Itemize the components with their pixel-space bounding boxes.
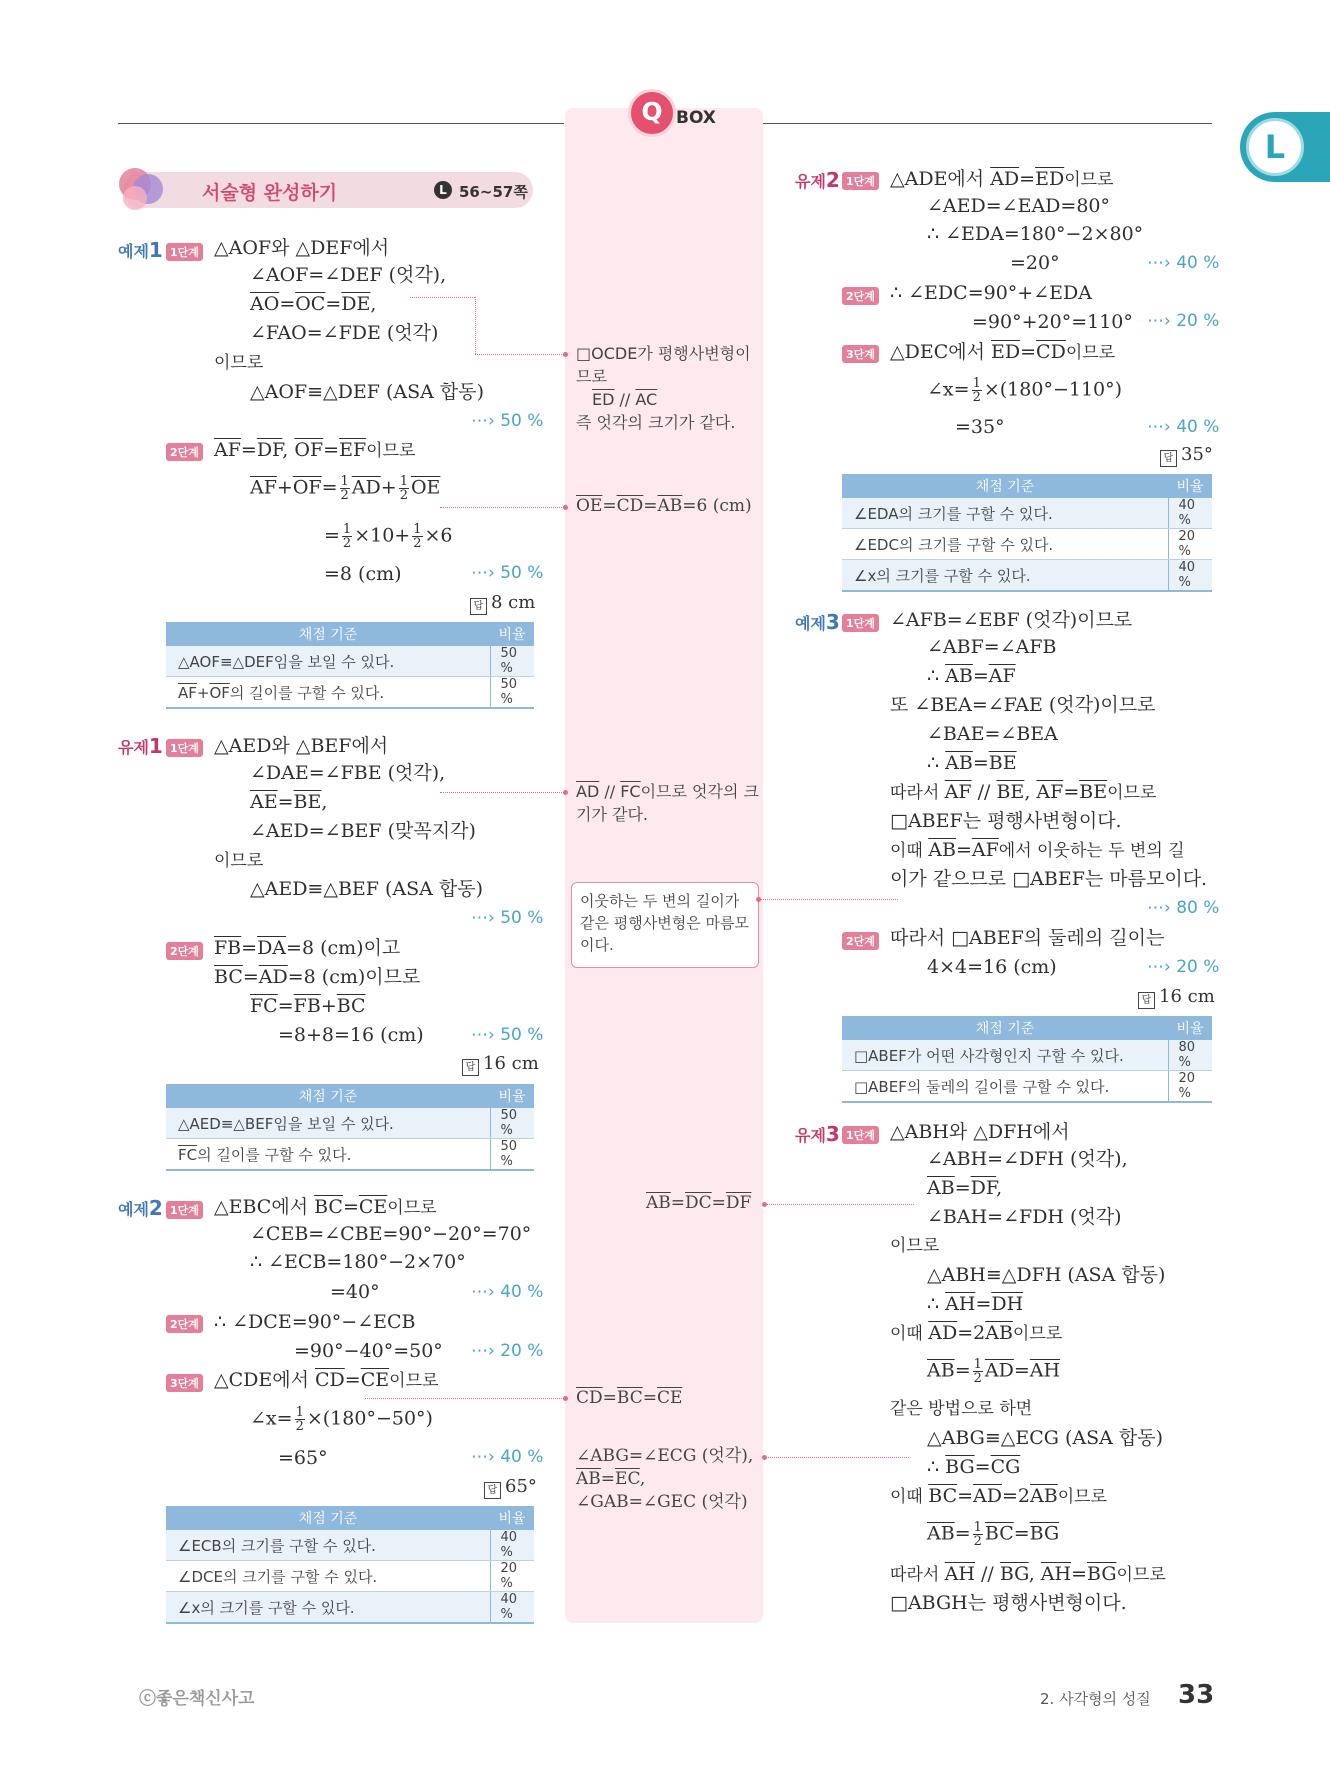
leader-line	[764, 1204, 914, 1205]
top-rule-right	[760, 123, 1212, 124]
yu3-line-11: △ABG≡△ECG (ASA 합동)	[927, 1427, 1164, 1449]
ex3-line-12: 4×4=16 (cm)	[927, 956, 1057, 978]
step-1-badge: 1단계	[842, 614, 879, 632]
step-1-badge: 1단계	[166, 1201, 203, 1219]
leader-line	[758, 899, 898, 900]
yu2-line-7: △DEC에서 $\overline{ED}=\overline{CD}$이므로	[890, 341, 1116, 363]
leader-dot	[756, 897, 761, 902]
scoring-table-ex1: 채점 기준 비율 △AOF≡△DEF임을 보일 수 있다. 50 % $\overline{AF}+\overline{OF}$의 길이를 구할 수 있다. 50 %	[166, 622, 534, 709]
page-number: 33	[1178, 1680, 1215, 1710]
top-rule-left	[118, 123, 564, 124]
section-title: 서술형 완성하기	[202, 182, 338, 204]
yu1-line-4: ∠AED=∠BEF (맞꼭지각)	[250, 820, 476, 842]
ex2-percent-2: ⋯› 20 %	[471, 1341, 544, 1361]
ex1-line-6: △AOF≡△DEF (ASA 합동)	[250, 381, 484, 403]
label-example-3: 예제3	[795, 610, 840, 634]
table-row: ∠DCE의 크기를 구할 수 있다. 20 %	[166, 1561, 534, 1592]
qbox-badge	[628, 89, 676, 137]
yu1-answer: 답 16 cm	[462, 1053, 539, 1076]
table-row: $\overline{AF}+\overline{OF}$의 길이를 구할 수 있다. 50 %	[166, 677, 534, 709]
qbox-note-1: □OCDE가 평행사변형이 므로 $\overline{ED} // \overline{AC}$ 즉 엇각의 크기가 같다.	[576, 344, 751, 432]
yu2-percent-2: ⋯› 20 %	[1147, 311, 1220, 331]
step-2-badge: 2단계	[166, 443, 203, 461]
yu1-line-9: $\overline{FC}=\overline{FB}+\overline{BC}$	[250, 995, 366, 1017]
ex1-line-10: =8 (cm)	[324, 563, 402, 585]
answer-icon: 답	[1160, 450, 1177, 467]
yu3-line-9: $\overline{AB}=$ $\frac{1}{2}$ $\overline{AD}=\overline{AH}$	[927, 1357, 1061, 1386]
ex2-line-5: ∴ ∠DCE=90°−∠ECB	[214, 1311, 416, 1333]
yu2-answer: 답 35°	[1160, 444, 1213, 467]
yu2-line-5: ∴ ∠EDC=90°+∠EDA	[890, 282, 1092, 304]
ex1-line-9: = $\frac{1}{2}$ ×10+ $\frac{1}{2}$ ×6	[324, 522, 453, 551]
yu3-line-6: △ABH≡△DFH (ASA 합동)	[927, 1264, 1166, 1286]
ex1-line-1: △AOF와 △DEF에서	[214, 237, 390, 259]
ex2-line-6: =90°−40°=50°	[294, 1340, 443, 1362]
side-tab	[1240, 112, 1330, 182]
leader-dot	[563, 505, 568, 510]
ex2-line-4: =40°	[330, 1281, 380, 1303]
table-row: ∠EDA의 크기를 구할 수 있다. 40 %	[842, 498, 1212, 529]
scoring-table-yu1: 채점 기준 비율 △AED≡△BEF임을 보일 수 있다. 50 % $\overline{FC}$의 길이를 구할 수 있다. 50 %	[166, 1084, 534, 1171]
ex1-line-7: $\overline{AF}=\overline{DF}$, $\overline{OF}=\overline{EF}$이므로	[214, 439, 416, 461]
ex2-line-7: △CDE에서 $\overline{CD}=\overline{CE}$이므로	[214, 1369, 439, 1391]
yu3-line-16: □ABGH는 평행사변형이다.	[890, 1592, 1127, 1614]
yu2-line-9: =35°	[955, 416, 1005, 438]
ex2-percent-3: ⋯› 40 %	[471, 1447, 544, 1467]
table-row: ∠x의 크기를 구할 수 있다. 40 %	[842, 560, 1212, 592]
label-example-1: 예제1	[118, 238, 163, 262]
table-row: ∠EDC의 크기를 구할 수 있다. 20 %	[842, 529, 1212, 560]
yu3-line-8: 이때 $\overline{AD}=2\overline{AB}$이므로	[890, 1322, 1063, 1344]
yu2-line-8: ∠x= $\frac{1}{2}$ ×(180°−110°)	[927, 376, 1123, 405]
yu2-line-2: ∠AED=∠EAD=80°	[927, 195, 1111, 217]
ex3-line-2: ∠ABF=∠AFB	[927, 636, 1057, 658]
leader-line	[440, 507, 564, 508]
yu3-line-2: ∠ABH=∠DFH (엇각),	[927, 1148, 1128, 1170]
ex3-line-5: ∠BAE=∠BEA	[927, 723, 1058, 745]
ex3-line-7: 따라서 $\overline{AF} // \overline{BE}$, $\overline{AF}=\overline{BE}$이므로	[890, 781, 1157, 803]
leader-dot	[762, 1202, 767, 1207]
leader-line	[475, 297, 476, 354]
yu3-line-12: ∴ $\overline{BG}=\overline{CG}$	[927, 1456, 1021, 1478]
table-row: △AED≡△BEF임을 보일 수 있다. 50 %	[166, 1108, 534, 1139]
side-tab-icon: L	[1246, 118, 1304, 176]
title-circles-icon	[119, 168, 163, 212]
yu2-line-3: ∴ ∠EDA=180°−2×80°	[927, 223, 1144, 245]
scoring-table-ex3: 채점 기준 비율 □ABEF가 어떤 사각형인지 구할 수 있다. 80 % □ABEF의 둘레의 길이를 구할 수 있다. 20 %	[842, 1016, 1212, 1103]
yu1-line-2: ∠DAE=∠FBE (엇각),	[250, 762, 446, 784]
yu3-line-13: 이때 $\overline{BC}=\overline{AD}=2\overline{AB}$이므로	[890, 1485, 1107, 1507]
ex1-percent-2: ⋯› 50 %	[471, 563, 544, 583]
step-3-badge: 3단계	[842, 345, 879, 363]
ex1-line-2: ∠AOF=∠DEF (엇각),	[250, 264, 447, 286]
ex3-line-9: 이때 $\overline{AB}=\overline{AF}$에서 이웃하는 두 변의 길	[890, 839, 1185, 861]
step-1-badge: 1단계	[166, 243, 203, 261]
step-2-badge: 2단계	[842, 287, 879, 305]
yu1-line-8: $\overline{BC}=\overline{AD}=8$ (cm)이므로	[214, 966, 421, 988]
leader-dot	[563, 1396, 568, 1401]
ex2-percent-1: ⋯› 40 %	[471, 1282, 544, 1302]
step-2-badge: 2단계	[842, 932, 879, 950]
ex2-answer: 답 65°	[484, 1476, 537, 1499]
yu1-percent-1: ⋯› 50 %	[471, 908, 544, 928]
yu1-percent-2: ⋯› 50 %	[471, 1025, 544, 1045]
scoring-table-yu2: 채점 기준 비율 ∠EDA의 크기를 구할 수 있다. 40 % ∠EDC의 크기를 구할 수 있다. 20 % ∠x의 크기를 구할 수 있다. 40 %	[842, 474, 1212, 592]
ex3-line-1: ∠AFB=∠EBF (엇각)이므로	[890, 609, 1133, 631]
chapter-title: 2. 사각형의 성질	[1040, 1690, 1151, 1708]
yu3-line-5: 이므로	[890, 1236, 940, 1256]
step-1-badge: 1단계	[842, 172, 879, 190]
yu1-line-6: △AED≡△BEF (ASA 합동)	[250, 878, 484, 900]
ex3-line-3: ∴ $\overline{AB}=\overline{AF}$	[927, 665, 1016, 687]
label-example-2: 예제2	[118, 1196, 163, 1220]
ex2-line-2: ∠CEB=∠CBE=90°−20°=70°	[250, 1223, 532, 1245]
yu2-percent-1: ⋯› 40 %	[1147, 253, 1220, 273]
ex2-line-1: △EBC에서 $\overline{BC}=\overline{CE}$이므로	[214, 1196, 437, 1218]
ex3-line-4: 또 ∠BEA=∠FAE (엇각)이므로	[890, 694, 1156, 716]
qbox-note-5: $\overline{AB}=\overline{DC}=\overline{DF}$	[646, 1193, 752, 1213]
page-ref: 56~57쪽	[459, 183, 528, 201]
yu3-line-15: 따라서 $\overline{AH} // \overline{BG}$, $\overline{AH}=\overline{BG}$이므로	[890, 1563, 1166, 1585]
qbox-note-7: ∠ABG=∠ECG (엇각), $\overline{AB}=\overline{EC}$, ∠GAB=∠GEC (엇각)	[576, 1446, 754, 1512]
qbox-note-6: $\overline{CD}=\overline{BC}=\overline{CE}$	[576, 1388, 683, 1408]
table-row: ∠ECB의 크기를 구할 수 있다. 40 %	[166, 1530, 534, 1561]
ex1-line-8: $\overline{AF}+\overline{OF}=$ $\frac{1}{2}$ $\overline{AD}+$ $\frac{1}{2}$ $\overline{OE}$	[250, 474, 441, 503]
yu3-line-10: 같은 방법으로 하면	[890, 1399, 1033, 1419]
ex2-line-3: ∴ ∠ECB=180°−2×70°	[250, 1251, 466, 1273]
publisher-mark: ⓒ좋은책신사고	[139, 1689, 255, 1709]
label-exercise-1: 유제1	[118, 734, 163, 758]
ex3-percent-1: ⋯› 80 %	[1147, 898, 1220, 918]
scoring-table-ex2: 채점 기준 비율 ∠ECB의 크기를 구할 수 있다. 40 % ∠DCE의 크기를 구할 수 있다. 20 % ∠x의 크기를 구할 수 있다. 40 %	[166, 1506, 534, 1624]
qbox-note-3: $\overline{AD} // \overline{FC}$이므로 엇각의 크 기가 같다.	[576, 782, 759, 824]
ex1-line-4: ∠FAO=∠FDE (엇각)	[250, 322, 439, 344]
yu1-line-7: $\overline{FB}=\overline{DA}=8$ (cm)이고	[214, 937, 401, 959]
label-exercise-2: 유제2	[795, 168, 840, 192]
step-2-badge: 2단계	[166, 1315, 203, 1333]
ex2-line-9: =65°	[278, 1447, 328, 1469]
ex1-percent-1: ⋯› 50 %	[471, 411, 544, 431]
leader-line	[365, 1398, 564, 1399]
ex3-line-10: 이가 같으므로 □ABEF는 마름모이다.	[890, 868, 1208, 890]
qbox-note-4: 이웃하는 두 변의 길이가 같은 평행사변형은 마름모 이다.	[580, 892, 749, 954]
qbox-note-2: $\overline{OE}=\overline{CD}=\overline{AB}=6$ (cm)	[576, 496, 752, 516]
table-row: □ABEF가 어떤 사각형인지 구할 수 있다. 80 %	[842, 1040, 1212, 1071]
yu3-line-4: ∠BAH=∠FDH (엇각)	[927, 1206, 1122, 1228]
leader-line	[410, 297, 475, 298]
step-2-badge: 2단계	[166, 942, 203, 960]
table-row: △AOF≡△DEF임을 보일 수 있다. 50 %	[166, 646, 534, 677]
label-exercise-3: 유제3	[795, 1122, 840, 1146]
step-3-badge: 3단계	[166, 1374, 203, 1392]
yu3-line-3: $\overline{AB}=\overline{DF}$,	[927, 1177, 1003, 1199]
leader-line	[764, 1457, 909, 1458]
ex2-line-8: ∠x= $\frac{1}{2}$ ×(180°−50°)	[250, 1405, 433, 1434]
ex3-answer: 답 16 cm	[1138, 986, 1215, 1009]
answer-icon: 답	[1138, 992, 1155, 1009]
yu2-line-1: △ADE에서 $\overline{AD}=\overline{ED}$이므로	[890, 168, 1114, 190]
table-row: $\overline{FC}$의 길이를 구할 수 있다. 50 %	[166, 1139, 534, 1171]
table-row: □ABEF의 둘레의 길이를 구할 수 있다. 20 %	[842, 1071, 1212, 1103]
yu3-line-7: ∴ $\overline{AH}=\overline{DH}$	[927, 1293, 1024, 1315]
answer-icon: 답	[462, 1059, 479, 1076]
step-1-badge: 1단계	[166, 739, 203, 757]
leader-dot	[762, 1455, 767, 1460]
leader-line	[475, 354, 564, 355]
yu2-line-4: =20°	[1010, 252, 1060, 274]
leader-dot	[563, 790, 568, 795]
leader-dot	[563, 352, 568, 357]
answer-icon: 답	[470, 598, 487, 615]
ex3-percent-2: ⋯› 20 %	[1147, 957, 1220, 977]
ex3-line-8: □ABEF는 평행사변형이다.	[890, 810, 1122, 832]
qbox-letter: Q	[641, 97, 663, 126]
yu1-line-3: $\overline{AE}=\overline{BE}$,	[250, 791, 328, 813]
ex1-answer: 답 8 cm	[470, 592, 535, 615]
yu1-line-10: =8+8=16 (cm)	[278, 1024, 424, 1046]
yu3-line-1: △ABH와 △DFH에서	[890, 1121, 1070, 1143]
ex3-line-11: 따라서 □ABEF의 둘레의 길이는	[890, 927, 1165, 949]
step-1-badge: 1단계	[842, 1126, 879, 1144]
yu1-line-1: △AED와 △BEF에서	[214, 735, 389, 757]
yu2-line-6: =90°+20°=110°	[972, 311, 1133, 333]
title-bar	[123, 172, 533, 208]
page-ref-icon: L	[434, 181, 452, 199]
ex1-line-3: $\overline{AO}=\overline{OC}=\overline{DE}$,	[250, 293, 377, 315]
ex3-line-6: ∴ $\overline{AB}=\overline{BE}$	[927, 752, 1017, 774]
ex1-line-5: 이므로	[214, 353, 264, 373]
yu3-line-14: $\overline{AB}=$ $\frac{1}{2}$ $\overline{BC}=\overline{BG}$	[927, 1520, 1060, 1549]
yu1-line-5: 이므로	[214, 851, 264, 871]
leader-line	[440, 792, 564, 793]
answer-icon: 답	[484, 1482, 501, 1499]
table-row: ∠x의 크기를 구할 수 있다. 40 %	[166, 1592, 534, 1624]
yu2-percent-3: ⋯› 40 %	[1147, 417, 1220, 437]
qbox-label: BOX	[676, 108, 716, 128]
